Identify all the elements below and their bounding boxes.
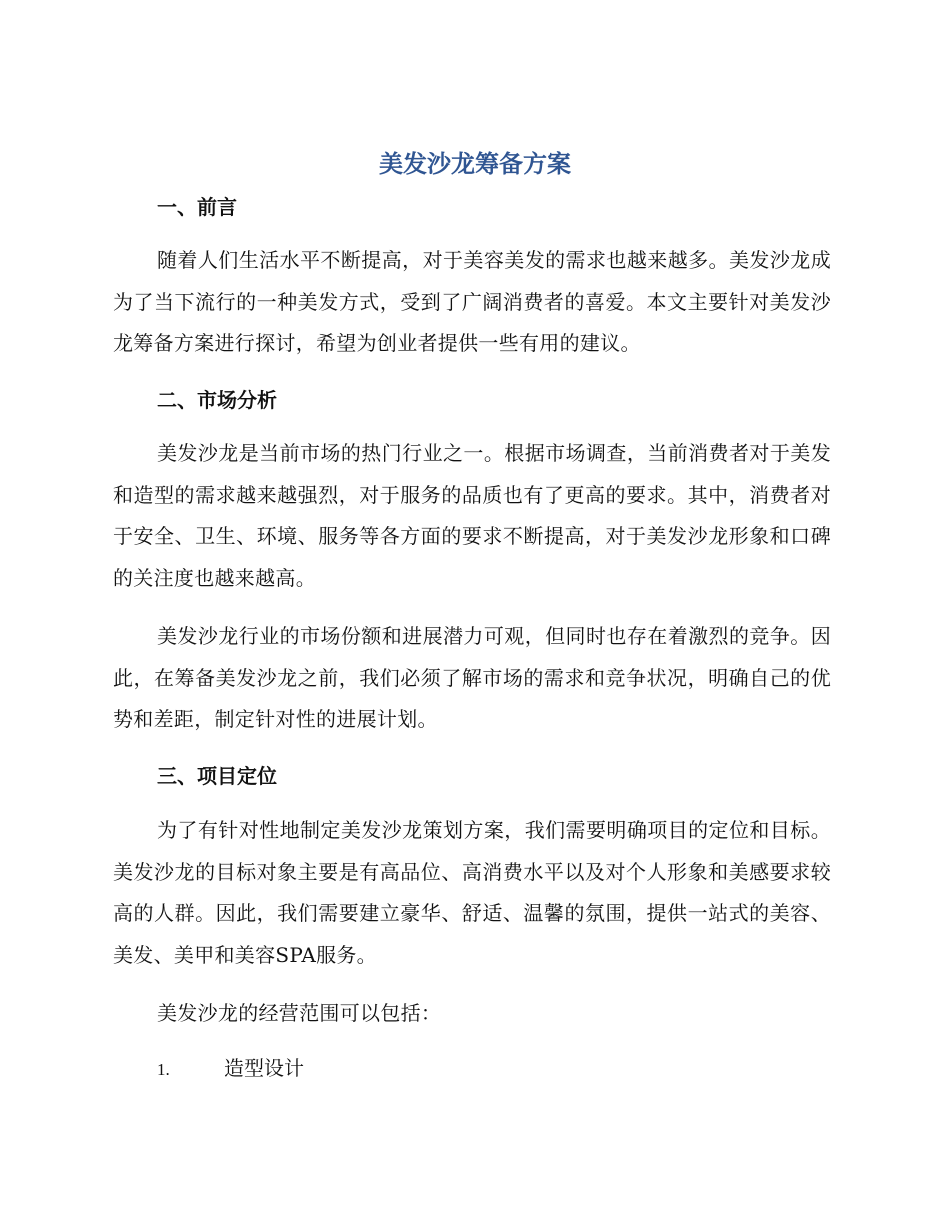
list-item-number: 1. [157, 1060, 170, 1079]
section-heading-market-analysis: 二、市场分析 [157, 388, 277, 412]
section-heading-preface: 一、前言 [157, 195, 237, 219]
section-heading-positioning: 三、项目定位 [157, 764, 277, 788]
list-item-text: 造型设计 [224, 1056, 304, 1080]
paragraph-preface: 随着人们生活水平不断提高，对于美容美发的需求也越来越多。美发沙龙成为了当下流行的一种美发方式，受到了广阔消费者的喜爱。本文主要针对美发沙龙筹备方案进行探讨，希望为创业者提供一些有用的建议。 [113, 248, 831, 355]
document-title: 美发沙龙筹备方案 [379, 150, 571, 178]
paragraph-positioning-2: 美发沙龙的经营范围可以包括： [157, 1001, 442, 1025]
paragraph-market-analysis-1: 美发沙龙是当前市场的热门行业之一。根据市场调查，当前消费者对于美发和造型的需求越来越强烈，对于服务的品质也有了更高的要求。其中，消费者对于安全、卫生、环境、服务等各方面的要求不断提高，对于美发沙龙形象和口碑的关注度也越来越高。 [113, 441, 831, 590]
paragraph-market-analysis-2: 美发沙龙行业的市场份额和进展潜力可观，但同时也存在着激烈的竞争。因此，在筹备美发沙龙之前，我们必须了解市场的需求和竞争状况，明确自己的优势和差距，制定针对性的进展计划。 [113, 624, 831, 731]
paragraph-positioning-1: 为了有针对性地制定美发沙龙策划方案，我们需要明确项目的定位和目标。美发沙龙的目标对象主要是有高品位、高消费水平以及对个人形象和美感要求较高的人群。因此，我们需要建立豪华、舒适、温馨的氛围，提供一站式的美容、美发、美甲和美容SPA服务。 [113, 818, 831, 967]
list-item [157, 1053, 304, 1085]
